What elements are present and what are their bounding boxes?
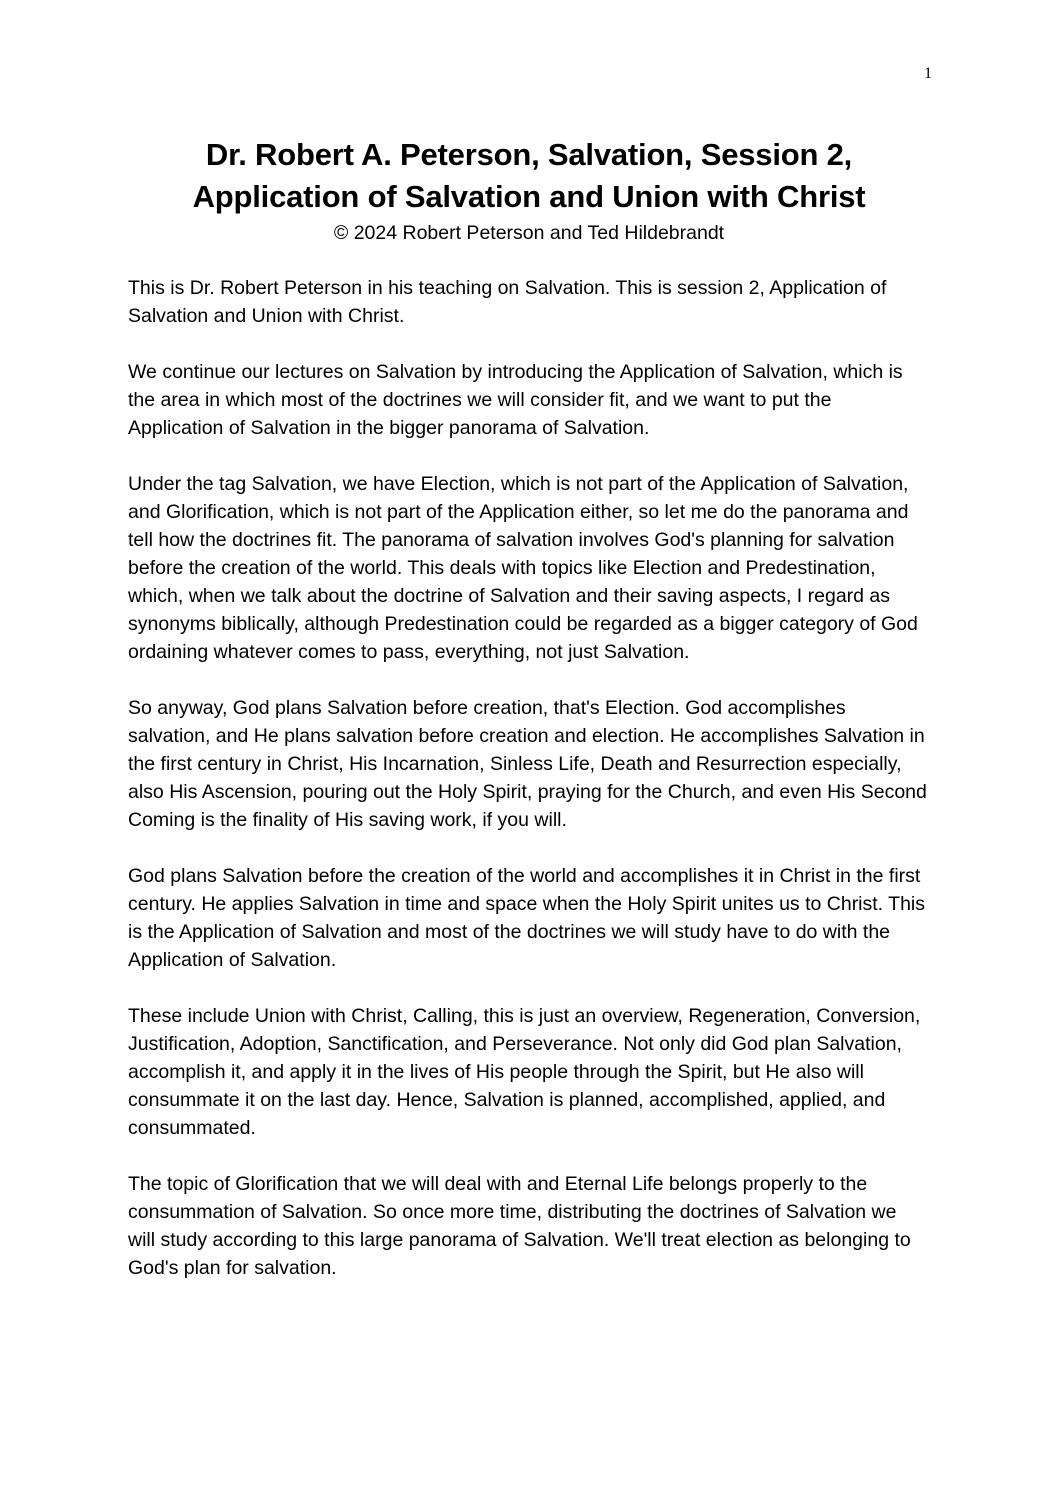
document-header <box>60 134 998 246</box>
document-title-line-2: Application of Salvation and Union with Christ <box>192 179 866 214</box>
paragraph-2: We continue our lectures on Salvation by introducing the Application of Salvation, which is the area in which most of the doctrines we will consider fit, and we want to put the Application of Salvation in the bigger panorama of Salvation. <box>128 361 903 439</box>
document-title-line-1: Dr. Robert A. Peterson, Salvation, Session 2, <box>205 137 853 172</box>
paragraph-6: These include Union with Christ, Calling, this is just an overview, Regeneration, Conversion, Justification, Adoption, Sanctification, and Perseverance. Not only did God plan Salvation, accomplish it, and apply it in the lives of His people through the Spirit, but He also will consummate it on the last day. Hence, Salvation is planned, accomplished, applied, and consummated. <box>128 1005 921 1139</box>
paragraph-4: So anyway, God plans Salvation before creation, that's Election. God accomplishes salvation, and He plans salvation before creation and election. He accomplishes Salvation in the first century in Christ, His Incarnation, Sinless Life, Death and Resurrection especially, also His Ascension, pouring out the Holy Spirit, praying for the Church, and even His Second Coming is the finality of His saving work, if you will. <box>128 697 927 831</box>
paragraph-1: This is Dr. Robert Peterson in his teaching on Salvation. This is session 2, Application of Salvation and Union with Christ. <box>128 277 887 327</box>
document-body <box>128 274 928 1310</box>
paragraph-3: Under the tag Salvation, we have Election, which is not part of the Application of Salvation, and Glorification, which is not part of the Application either, so let me do the panorama and tell how the doctrines fit. The panorama of salvation involves God's planning for salvation before the creation of the world. This deals with topics like Election and Predestination, which, when we talk about the doctrine of Salvation and their saving aspects, I regard as synonyms biblically, although Predestination could be regarded as a bigger category of God ordaining whatever comes to pass, everything, not just Salvation. <box>128 473 918 663</box>
paragraph-5: God plans Salvation before the creation of the world and accomplishes it in Christ in the first century. He applies Salvation in time and space when the Holy Spirit unites us to Christ. This is the Application of Salvation and most of the doctrines we will study have to do with the Application of Salvation. <box>128 865 926 971</box>
copyright-notice: © 2024 Robert Peterson and Ted Hildebrandt <box>333 222 725 244</box>
paragraph-7: The topic of Glorification that we will deal with and Eternal Life belongs properly to the consummation of Salvation. So once more time, distributing the doctrines of Salvation we will study according to this large panorama of Salvation. We'll treat election as belonging to God's plan for salvation. <box>128 1173 911 1279</box>
page-number: 1 <box>924 65 932 82</box>
